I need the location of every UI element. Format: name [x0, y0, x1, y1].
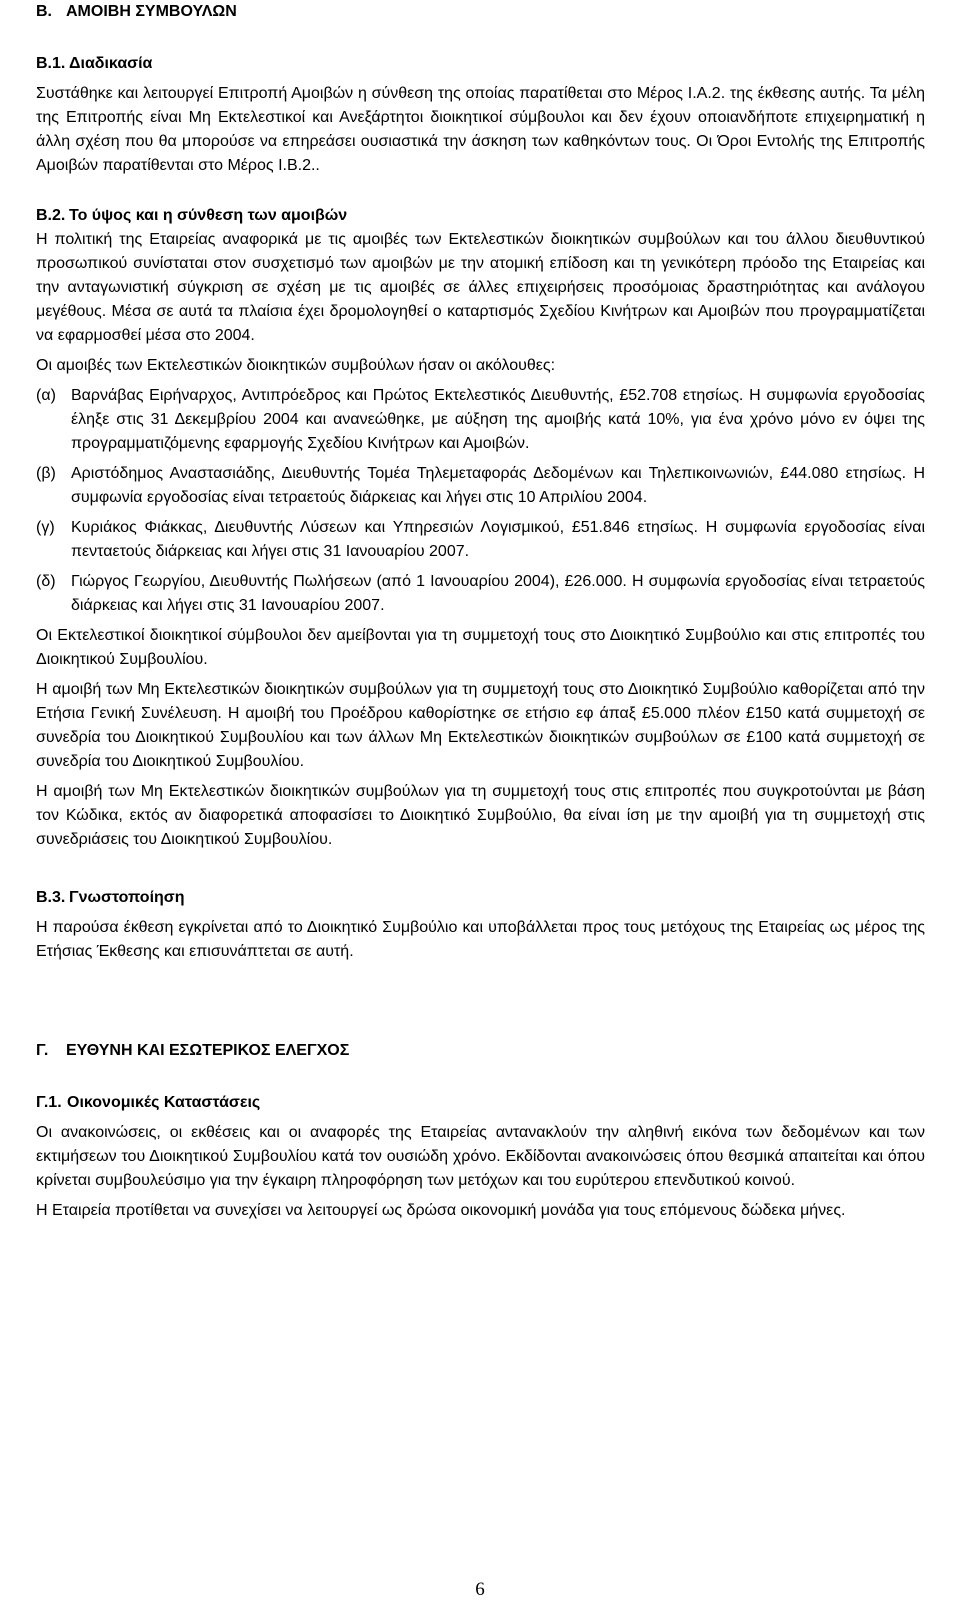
section-c1-paragraph-2: Η Εταιρεία προτίθεται να συνεχίσει να λειτουργεί ως δρώσα οικονομική μονάδα για τους επόμενους δώδεκα μήνες.: [36, 1202, 846, 1219]
list-marker: (δ): [36, 573, 56, 590]
section-b1-paragraph: Συστάθηκε και λειτουργεί Επιτροπή Αμοιβών η σύνθεση της οποίας παρατίθεται στο Μέρος Ι.Α.2. της έκθεσης αυτής. Τα μέλη της Επιτροπής είναι Μη Εκτελεστικοί και Ανεξάρτητοι διοικητικοί σύμβουλοι και δεν έχουν οποιανδήποτε επιχειρηματική η άλλη σχέση που θα μπορούσε να επηρεάσει ουσιαστικά την άσκηση των καθηκόντων τους. Οι Όροι Εντολής της Επιτροπής Αμοιβών παρατίθενται στο Μέρος Ι.Β.2..: [36, 85, 925, 174]
section-b3-number: Β.3.: [36, 889, 66, 906]
section-c-title: ΕΥΘΥΝΗ ΚΑΙ ΕΣΩΤΕΡΙΚΟΣ ΕΛΕΓΧΟΣ: [66, 1042, 350, 1059]
section-b1-title: Διαδικασία: [69, 55, 153, 72]
section-c1-heading: [36, 1091, 925, 1115]
section-b2-paragraph-2: Οι αμοιβές των Εκτελεστικών διοικητικών συμβούλων ήσαν οι ακόλουθες:: [36, 357, 556, 374]
section-b2-heading: [36, 204, 925, 228]
section-b-number: Β.: [36, 3, 52, 20]
section-b3-paragraph: Η παρούσα έκθεση εγκρίνεται από το Διοικητικό Συμβούλιο και υποβάλλεται προς τους μετόχους της Εταιρείας ως μέρος της Ετήσιας Έκθεσης και επισυνάπτεται σε αυτή.: [36, 919, 925, 960]
list-item: [36, 384, 925, 456]
page-number: 6: [475, 1579, 485, 1600]
section-b1-heading: [36, 52, 925, 76]
list-item-text: Γιώργος Γεωργίου, Διευθυντής Πωλήσεων (από 1 Ιανουαρίου 2004), £26.000. Η συμφωνία εργοδοσίας είναι τετραετούς διάρκειας και λήγει στις 31 Ιανουαρίου 2007.: [71, 573, 925, 614]
section-b3-heading: [36, 886, 925, 910]
section-b2-number: Β.2.: [36, 207, 66, 224]
section-b-heading: [36, 0, 925, 24]
section-b2-paragraph-3: Οι Εκτελεστικοί διοικητικοί σύμβουλοι δεν αμείβονται για τη συμμετοχή τους στο Διοικητικό Συμβούλιο και στις επιτροπές του Διοικητικού Συμβουλίου.: [36, 627, 925, 668]
section-b2-title: Το ύψος και η σύνθεση των αμοιβών: [69, 207, 348, 224]
page-body: [36, 0, 925, 1223]
list-marker: (β): [36, 465, 56, 482]
list-item: [36, 462, 925, 510]
list-item-text: Κυριάκος Φιάκκας, Διευθυντής Λύσεων και Υπηρεσιών Λογισμικού, £51.846 ετησίως. Η συμφωνία εργοδοσίας είναι πενταετούς διάρκειας και λήγει στις 31 Ιανουαρίου 2007.: [71, 519, 925, 560]
section-b3-title: Γνωστοποίηση: [69, 889, 185, 906]
list-item-text: Βαρνάβας Ειρήναρχος, Αντιπρόεδρος και Πρώτος Εκτελεστικός Διευθυντής, £52.708 ετησίως. Η συμφωνία εργοδοσίας έληξε στις 31 Δεκεμβρίου 2004 και ανανεώθηκε, με αύξηση της αμοιβής κατά 10%, για ένα χρόνο μόνο εν όψει της προγραμματιζόμενης εφαρμογής Σχεδίου Κινήτρων και Αμοιβών.: [71, 387, 925, 452]
section-c1-paragraph-1: Οι ανακοινώσεις, οι εκθέσεις και οι αναφορές της Εταιρείας αντανακλούν την αληθινή εικόνα των δεδομένων και των εκτιμήσεων του Διοικητικού Συμβουλίου κατά τον ουσιώδη χρόνο. Εκδίδονται ανακοινώσεις όπου θεσμικά απαιτείται και όπου κρίνεται συμβουλεύσιμο για την έγκαιρη πληροφόρηση των μετόχων και του ευρύτερου επενδυτικού κοινού.: [36, 1124, 925, 1189]
section-c1-number: Γ.1.: [36, 1094, 62, 1111]
section-c-heading: [36, 1039, 925, 1063]
section-b2-paragraph-1: Η πολιτική της Εταιρείας αναφορικά με τις αμοιβές των Εκτελεστικών διοικητικών συμβούλων και του άλλου διευθυντικού προσωπικού συνίσταται στον συσχετισμό των αμοιβών με την ατομική επίδοση και τη γενικότερη πρόοδο της Εταιρείας και την ανταγωνιστική σύγκριση σε σχέση με τις αμοιβές σε άλλες επιχειρήσεις προσόμοιας δραστηριότητας και ανάλογου μεγέθους. Μέσα σε αυτά τα πλαίσια έχει δρομολογηθεί ο καταρτισμός Σχεδίου Κινήτρων και Αμοιβών που προγραμματίζεται να εφαρμοσθεί μέσα στο 2004.: [36, 231, 925, 344]
list-item: [36, 516, 925, 564]
section-c-number: Γ.: [36, 1042, 49, 1059]
list-marker: (γ): [36, 519, 55, 536]
section-b-title: ΑΜΟΙΒΗ ΣΥΜΒΟΥΛΩΝ: [66, 3, 237, 20]
section-c1-title: Οικονομικές Καταστάσεις: [67, 1094, 261, 1111]
list-item-text: Αριστόδημος Αναστασιάδης, Διευθυντής Τομέα Τηλεμεταφοράς Δεδομένων και Τηλεπικοινωνιών, £44.080 ετησίως. Η συμφωνία εργοδοσίας είναι τετραετούς διάρκειας και λήγει στις 10 Απριλίου 2004.: [71, 465, 925, 506]
section-b2-paragraph-4: Η αμοιβή των Μη Εκτελεστικών διοικητικών συμβούλων για τη συμμετοχή τους στο Διοικητικό Συμβούλιο καθορίζεται από την Ετήσια Γενική Συνέλευση. Η αμοιβή του Προέδρου καθορίστηκε σε ετήσιο εφ άπαξ £5.000 πλέον £150 κατά συμμετοχή σε συνεδρία του Διοικητικού Συμβουλίου και των άλλων Μη Εκτελεστικών διοικητικών συμβούλων σε £100 κατά συμμετοχή σε συνεδρία του Διοικητικού Συμβουλίου.: [36, 681, 925, 770]
section-b2-paragraph-5: Η αμοιβή των Μη Εκτελεστικών διοικητικών συμβούλων για τη συμμετοχή τους στις επιτροπές που συγκροτούνται με βάση τον Κώδικα, εκτός αν διαφορετικά αποφασίσει το Διοικητικό Συμβούλιο, θα είναι ίση με την αμοιβή για τη συμμετοχή στις συνεδριάσεις του Διοικητικού Συμβουλίου.: [36, 783, 925, 848]
list-item: [36, 570, 925, 618]
section-b1-number: Β.1.: [36, 55, 66, 72]
list-marker: (α): [36, 387, 56, 404]
